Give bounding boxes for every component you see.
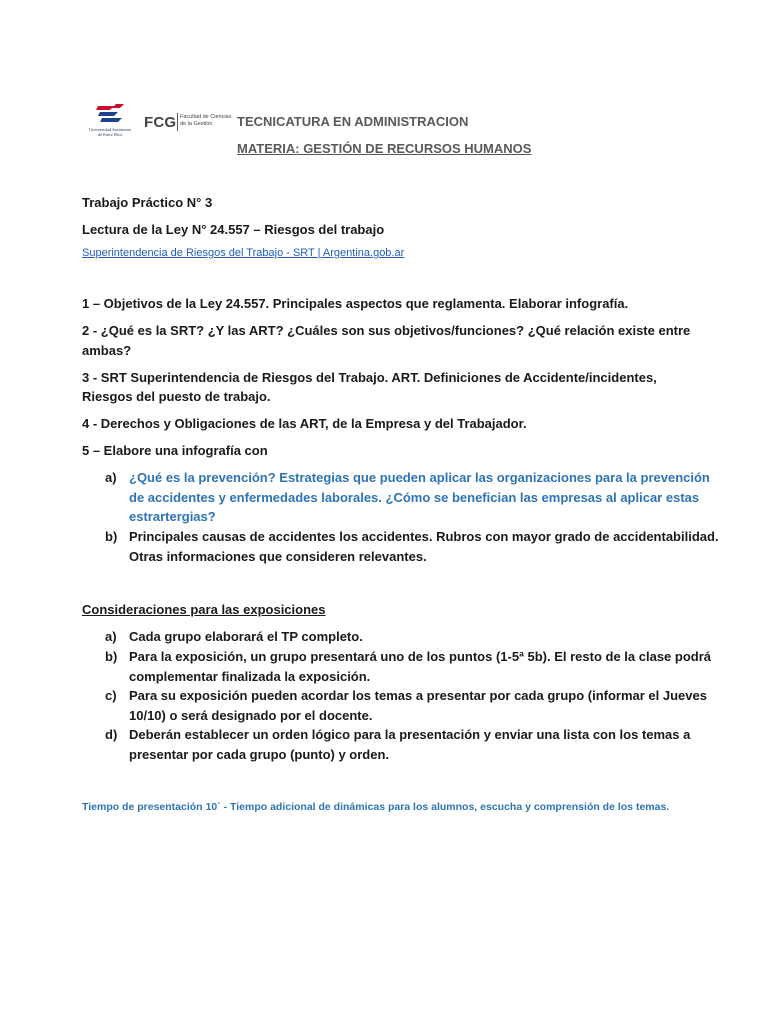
logo-divider bbox=[177, 113, 178, 131]
document-header bbox=[82, 102, 702, 162]
list-item-text: Para su exposición pueden acordar los temas a presentar por cada grupo (informar el Jueves 10/10) o será designado por el docente. bbox=[129, 688, 707, 723]
reading-reference: Lectura de la Ley N° 24.557 – Riesgos del trabajo bbox=[82, 222, 385, 237]
university-logo-icon bbox=[82, 102, 138, 140]
program-title: TECNICATURA EN ADMINISTRACION bbox=[237, 114, 469, 129]
question-2-line1: 2 - ¿Qué es la SRT? ¿Y las ART? ¿Cuáles son sus objetivos/funciones? ¿Qué relación existe entre bbox=[82, 323, 691, 338]
list-marker: b) bbox=[105, 529, 118, 544]
list-marker: c) bbox=[105, 688, 117, 703]
considerations-heading: Consideraciones para las exposiciones bbox=[82, 602, 326, 617]
list-marker: a) bbox=[105, 470, 117, 485]
assignment-title: Trabajo Práctico N° 3 bbox=[82, 195, 213, 210]
list-marker: a) bbox=[105, 629, 117, 644]
question-5: 5 – Elabore una infografía con bbox=[82, 443, 268, 458]
faculty-name-line2: de la Gestión bbox=[180, 120, 213, 127]
faculty-name bbox=[180, 114, 231, 127]
question-4: 4 - Derechos y Obligaciones de las ART, de la Empresa y del Trabajador. bbox=[82, 416, 527, 431]
institution-logo bbox=[82, 102, 232, 140]
university-caption-line1: Universidad Autónoma bbox=[89, 127, 131, 132]
list-item-text: Cada grupo elaborará el TP completo. bbox=[129, 629, 363, 644]
list-item-text: ¿Qué es la prevención? Estrategias que pueden aplicar las organizaciones para la prevención de accidentes y enfermedades laborales. ¿Cómo se benefician las empresas al aplicar estas estrartergias? bbox=[129, 470, 710, 524]
question-3-line1: 3 - SRT Superintendencia de Riesgos del Trabajo. ART. Definiciones de Accidente/incidentes, bbox=[82, 370, 657, 385]
faculty-acronym: FCG bbox=[144, 114, 177, 131]
srt-link[interactable]: Superintendencia de Riesgos del Trabajo - SRT | Argentina.gob.ar bbox=[82, 247, 405, 259]
university-caption-line2: de Entre Ríos bbox=[97, 132, 123, 137]
subject-title: MATERIA: GESTIÓN DE RECURSOS HUMANOS bbox=[237, 141, 532, 156]
list-marker: b) bbox=[105, 649, 118, 664]
question-3-line2: Riesgos del puesto de trabajo. bbox=[82, 389, 271, 404]
list-item-text: Deberán establecer un orden lógico para la presentación y enviar una lista con los temas a presentar por cada grupo (punto) y orden. bbox=[129, 727, 691, 762]
presentation-time-note: Tiempo de presentación 10´ - Tiempo adicional de dinámicas para los alumnos, escucha y comprensión de los temas. bbox=[82, 801, 670, 813]
list-marker: d) bbox=[105, 727, 118, 742]
faculty-name-line1: Facultad de Ciencias bbox=[180, 114, 232, 120]
list-item-text: Principales causas de accidentes los accidentes. Rubros con mayor grado de accidentabilidad. Otras informaciones que consideren relevantes. bbox=[129, 529, 719, 564]
list-item-text: Para la exposición, un grupo presentará uno de los puntos (1-5ª 5b). El resto de la clase podrá complementar finalizada la exposición. bbox=[129, 649, 712, 684]
question-1: 1 – Objetivos de la Ley 24.557. Principales aspectos que reglamenta. Elaborar infografía. bbox=[82, 296, 629, 311]
question-2-line2: ambas? bbox=[82, 343, 132, 358]
